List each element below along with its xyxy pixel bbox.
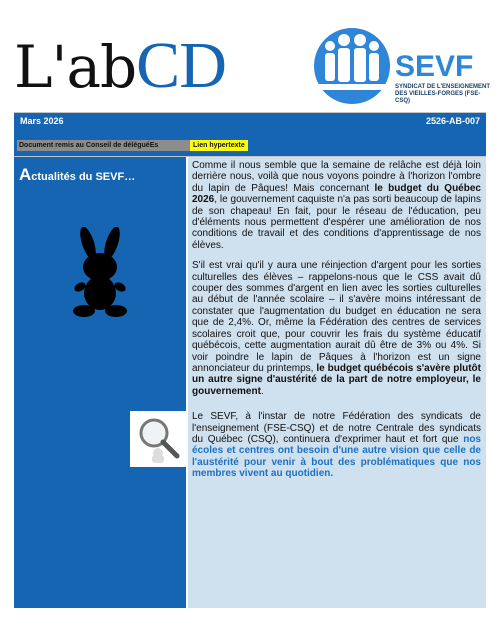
notice-row — [14, 132, 486, 157]
delegates-notice: Document remis au Conseil de déléguéEs — [17, 140, 197, 151]
sidebar-title-initial: A — [19, 165, 32, 184]
sevf-logo-subtitle: SYNDICAT DE L'ENSEIGNEMENT DES VIEILLES-FORGES (FSE-CSQ) — [395, 84, 490, 104]
masthead — [0, 0, 500, 112]
sidebar — [14, 157, 186, 608]
logo-title-main: L'ab — [14, 33, 137, 101]
paragraph-1: Comme il nous semble que la semaine de relâche est déjà loin derrière nous, voilà que nous voyons poindre à l'horizon l'ombre du lapin de Pâques! Mais concernant le budget du Québec 2026, le gouvernement caquiste n'a pas sorti beaucoup de lapins de son chapeau! En fait, pour le réseau de l'éducation, peu d'éléments nous permettent d'espérer une amélioration de nos conditions de travail et des conditions d'apprentissage de nos élèves. — [192, 160, 481, 251]
hyperlink-label[interactable]: Lien hypertexte — [190, 140, 248, 151]
header-bar — [14, 112, 486, 133]
magnifier-icon — [130, 411, 186, 467]
logo-title-accent: CD — [136, 29, 226, 102]
article-body — [192, 160, 481, 489]
document-reference: 2526-AB-007 — [425, 116, 480, 126]
vision-highlight: nos écoles et centres ont besoin d'une autre vision que celle de l'austérité pour venir à bout des problématiques que nos membres vivent au quotidien. — [192, 433, 481, 480]
sidebar-title-rest: ctualités du SEVF… — [31, 171, 136, 183]
newsletter-logo — [14, 30, 226, 103]
paragraph-3: Le SEVF, à l'instar de notre Fédération des syndicats de l'enseignement (FSE-CSQ) et de notre Centrale des syndicats du Québec (CSQ), continuera d'exprimer haut et fort que nos écoles et centres ont besoin d'une autre vision que celle de l'austérité pour venir à bout des problématiques que nos membres vivent au quotidien. — [192, 411, 481, 480]
sevf-logo-text: SEVF — [395, 50, 474, 83]
paragraph-2: S'il est vrai qu'il y aura une réinjection d'argent pour les sorties culturelles des élèves – rappelons-nous que le CSS avait dû couper des sommes d'argent en lien avec les sorties culturelles au début de l'année scolaire – il s'avère moins intéressant de constater que l'augmentation du budget en éducation ne sera que de 2,4%. Or, même la Fédération des centres de services scolaires croit que, pour couvrir les frais du système éducatif québécois, cette augmentation aurait dû être de 3% ou 4%. Si voir poindre le lapin de Pâques à l'horizon est un signe annonciateur du printemps, le budget québécois s'avère plutôt un autre signe d'austérité de la part de notre employeur, le gouvernement. — [192, 260, 481, 397]
issue-date: Mars 2026 — [20, 116, 64, 126]
budget-highlight: le budget du Québec 2026 — [192, 182, 481, 206]
sidebar-title — [19, 165, 135, 185]
bunny-silhouette-icon — [66, 227, 136, 319]
austerity-highlight: le budget québécois s'avère plutôt un autre signe d'austérité de la part de notre employeur, le gouvernement — [192, 362, 481, 397]
article — [188, 157, 486, 608]
